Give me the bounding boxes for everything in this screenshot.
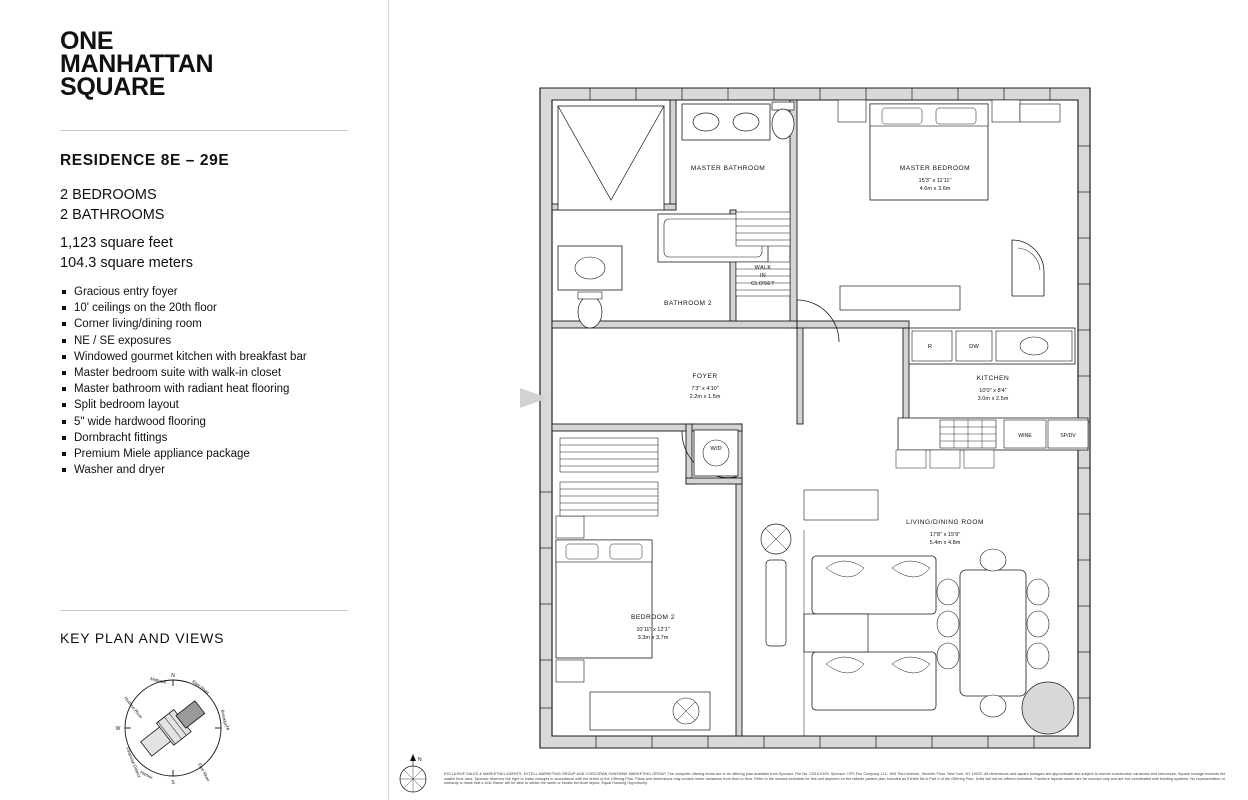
legal-disclaimer: EXCLUSIVE SALES & MARKETING AGENTS: EXTELL MARKETING GROUP AND CORCORAN SUNSHINE MARKETING GROUP. The complete offering terms are in an offering plan available from Sponsor, File No. CD15-0193. Sponsor: CPS Fee Company LLC, 805 Third Avenue, Seventh Floor, New York, NY 10022. All dimensions and square footages are approximate and subject to normal construction variances and tolerances. Square footage exceeds the usable floor area. Sponsor reserves the right to make changes in accordance with the terms of the Offering Plan. Plans and dimensions may contain minor variations from floor to floor. Refer to the window schedule for this unit depicted on the tallside pattern plan included as Exhibit 5A in Part II of the Offering Plan. Units will not be offered furnished. Furniture layouts shown are for concept only and are not coordinated with building systems. No representation or warranty is made that a Unit Owner will be able to obtain the same or similar furniture layout. Equal Housing Opportunity.	[444, 772, 1226, 786]
keyplan-label-financial-district: Financial District	[125, 746, 142, 779]
list-item: Gracious entry foyer	[60, 284, 360, 300]
keyplan-label-harbor: Harbor	[139, 769, 154, 781]
list-item: 5" wide hardwood flooring	[60, 414, 360, 430]
compass-icon	[394, 752, 432, 794]
keyplan-east: E	[226, 726, 230, 732]
room-dim-bedroom2-m: 3.3m x 3.7m	[637, 635, 669, 641]
list-item: Split bedroom layout	[60, 397, 360, 413]
brand-line-1: ONE	[60, 27, 114, 55]
keyplan-label-east-river-top: East River	[191, 678, 211, 696]
divider-bottom	[60, 610, 348, 611]
keyplan-west: W	[115, 726, 121, 732]
appliance-label-wine: WINE	[1018, 433, 1032, 439]
bedroom-count: 2 BEDROOMS	[60, 187, 157, 203]
area-sqm: 104.3 square meters	[60, 254, 193, 271]
room-dim-master-bedroom-ft: 15'3" x 11'11"	[918, 178, 952, 184]
room-dim-bedroom2-ft: 10'11" x 12'1"	[636, 627, 670, 633]
list-item: Dornbracht fittings	[60, 430, 360, 446]
room-dim-kitchen-m: 3.0m x 2.5m	[977, 396, 1009, 402]
info-panel	[0, 0, 388, 800]
room-dim-foyer-ft: 7'3" x 4'10"	[691, 386, 719, 392]
room-dim-master-bedroom-m: 4.6m x 3.6m	[919, 186, 951, 192]
appliance-label-refrigerator: R	[927, 344, 933, 350]
room-label-bathroom-2: BATHROOM 2	[663, 300, 713, 307]
svg-text:N: N	[418, 757, 422, 763]
floorplan-drawing	[400, 0, 1248, 800]
area-sqft: 1,123 square feet	[60, 235, 173, 251]
room-label-kitchen: KITCHEN	[976, 375, 1010, 382]
list-item: Master bedroom suite with walk-in closet	[60, 365, 360, 381]
list-item: Washer and dryer	[60, 462, 360, 478]
keyplan-label-midtown: Midtown	[149, 676, 167, 685]
keyplan-south: S	[171, 780, 175, 786]
room-label-bedroom-2: BEDROOM 2	[630, 614, 676, 621]
appliance-label-washer-dryer: W/D	[710, 446, 722, 452]
room-label-foyer: FOYER	[692, 373, 718, 380]
list-item: Corner living/dining room	[60, 316, 360, 332]
keyplan-north: N	[171, 673, 175, 679]
list-item: Windowed gourmet kitchen with breakfast bar	[60, 349, 360, 365]
keyplan-label-hudson-river: Hudson River	[123, 695, 144, 720]
brand-logo	[60, 27, 360, 101]
feature-list	[60, 284, 360, 478]
room-dim-foyer-m: 2.2m x 1.5m	[689, 394, 721, 400]
list-item: 10' ceilings on the 20th floor	[60, 300, 360, 316]
key-plan-diagram	[88, 660, 258, 795]
room-label-closet: CLOSET	[751, 281, 775, 287]
appliance-label-spdv: SP/DV	[1060, 433, 1076, 439]
room-label-master-bathroom: MASTER BATHROOM	[690, 165, 766, 172]
brand-line-2: MANHATTAN	[60, 50, 214, 78]
appliance-label-dishwasher: DW	[969, 344, 979, 350]
room-dim-living-ft: 17'8" x 15'9"	[929, 532, 961, 538]
bathroom-count: 2 BATHROOMS	[60, 206, 165, 223]
divider-top	[60, 130, 348, 131]
room-label-walk: WALK	[754, 265, 772, 271]
brand-line-3: SQUARE	[60, 73, 166, 101]
panel-divider	[388, 0, 389, 800]
room-counts	[60, 186, 164, 225]
keyplan-title: KEY PLAN AND VIEWS	[60, 630, 225, 646]
area-block	[60, 234, 193, 273]
list-item: Premium Miele appliance package	[60, 446, 360, 462]
residence-title: RESIDENCE 8E – 29E	[60, 152, 230, 169]
room-label-master-bedroom: MASTER BEDROOM	[899, 165, 971, 172]
keyplan-label-brooklyn: Brooklyn	[220, 709, 229, 727]
room-label-living-dining: LIVING/DINING ROOM	[906, 519, 984, 526]
room-dim-living-m: 5.4m x 4.8m	[929, 540, 961, 546]
list-item: Master bathroom with radiant heat flooring	[60, 381, 360, 397]
room-dim-kitchen-ft: 10'0" x 8'4"	[979, 388, 1007, 394]
room-label-in: IN	[759, 273, 767, 279]
keyplan-label-east-river-bottom: East River	[197, 762, 212, 783]
list-item: NE / SE exposures	[60, 333, 360, 349]
